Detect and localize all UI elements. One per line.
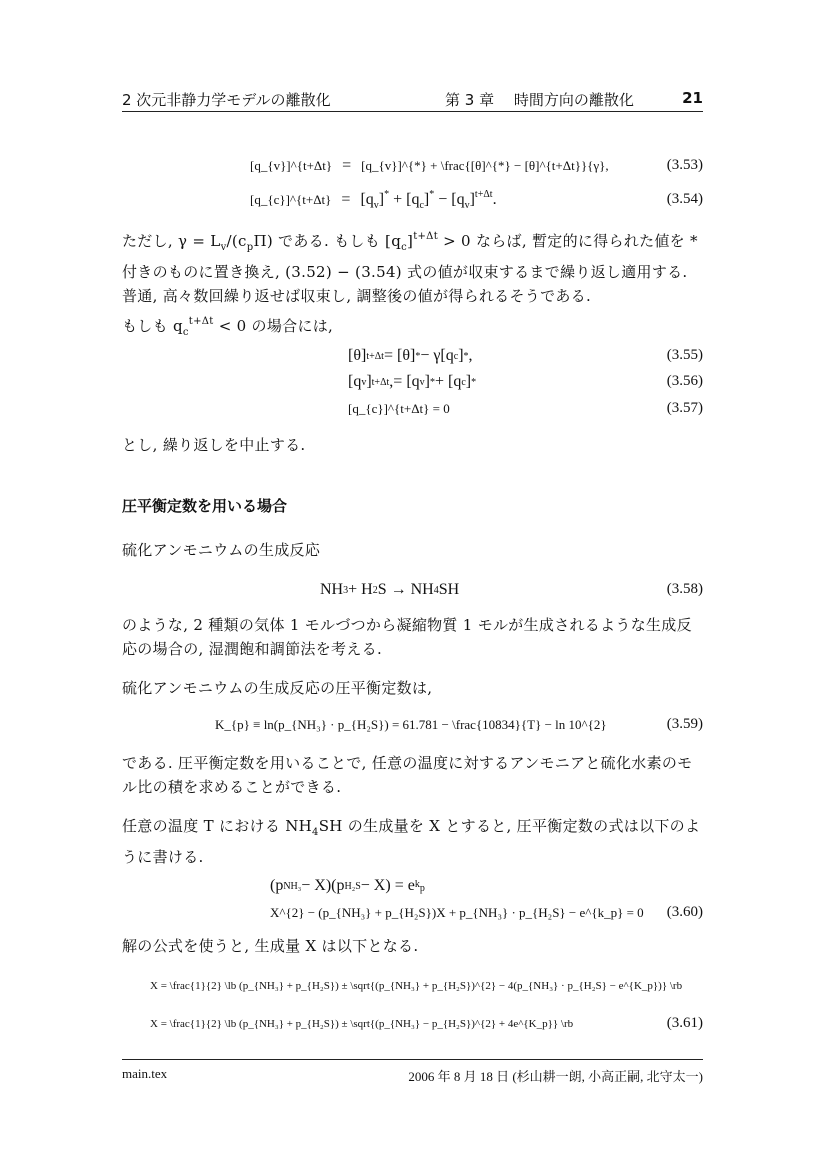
equation-3-56: [q v ] t+Δt ,= [q v ] * + [q c ] *: [348, 373, 477, 390]
header-rule: [122, 111, 703, 112]
footer-rule: [122, 1059, 703, 1060]
equation-number: (3.53): [666, 157, 703, 173]
paragraph: のような, 2 種類の気体 1 モルづつから凝縮物質 1 モルが生成されるような生成反応の場合の, 湿潤飽和調節法を考える.: [122, 616, 692, 658]
equation-rhs: [q_{v}]^{*} + \frac{[θ]^{*} − [θ]^{t+Δt}}{γ},: [361, 158, 609, 173]
equation-lhs: [q_{v}]^{t+Δt}: [250, 158, 333, 173]
paragraph: 解の公式を使うと, 生成量 X は以下となる.: [122, 937, 419, 955]
equation-number: (3.59): [666, 716, 703, 732]
equation-3-55: [θ] t+Δt = [θ] * − γ[q c ] * ,: [348, 347, 473, 364]
equation-3-53: [250, 155, 609, 177]
header-chapter-title: 第 3 章 時間方向の離散化: [445, 91, 634, 109]
equation-3-61-line1: X = \frac{1}{2} \lb (p_{NH₃} + p_{H₂S}) ± \sqrt{(p_{NH₃} + p_{H₂S})^{2} − 4(p_{NH₃} · p_{H₂S} − e^{K_p})} \rb: [150, 980, 683, 992]
footer-date-authors: 2006 年 8 月 18 日 (杉山耕一朗, 小高正嗣, 北守太一): [408, 1069, 703, 1084]
equation-number: (3.58): [666, 581, 703, 597]
equation-number: (3.57): [666, 400, 703, 416]
equation-3-60-line1: (p NH₃ − X)(p H₂S − X) = e $k_p$: [270, 877, 425, 894]
equation-relation: =: [342, 157, 352, 174]
equation-3-58: NH 3 + H 2 S → NH 4 SH: [320, 581, 460, 598]
footer-filename: main.tex: [122, 1066, 168, 1081]
equation-number: (3.60): [666, 904, 703, 920]
equation-3-57: [q_{c}]^{t+Δt} = 0: [348, 401, 450, 416]
paragraph: である. 圧平衡定数を用いることで, 任意の温度に対するアンモニアと硫化水素のモル比の積を求めることができる.: [122, 754, 693, 796]
equation-3-60-line2: X^{2} − (p_{NH₃} + p_{H₂S})X + p_{NH₃} · p_{H₂S} − e^{k_p} = 0: [270, 905, 644, 920]
equation-number: (3.54): [666, 191, 703, 207]
paragraph: もしも $q_c^{t+\Delta t} < 0$ の場合には,: [122, 316, 334, 338]
section-heading: 圧平衡定数を用いる場合: [122, 497, 288, 515]
equation-number: (3.55): [666, 347, 703, 363]
equation-3-61-line2: X = \frac{1}{2} \lb (p_{NH₃} + p_{H₂S}) ± \sqrt{(p_{NH₃} − p_{H₂S})^{2} + 4e^{K_p}} \rb: [150, 1018, 574, 1030]
equation-lhs: [q_{c}]^{t+Δt}: [250, 192, 332, 207]
header-section-title: 2 次元非静力学モデルの離散化: [122, 91, 331, 109]
paragraph: ただし, $\gamma = L_v/(c_p\Pi)$ である. もしも $[q_c]^{t+\Delta t} > 0$ ならば, 暫定的に得られた値を * 付きのものに置き換え, (3.52) − (3.54) 式の値が収束するまで繰り返し適用する. 普通, 高々数回繰り返せば収束し, 調整後の値が得られるそうである.: [122, 231, 698, 305]
equation-relation: =: [341, 191, 351, 208]
paragraph: 硫化アンモニウムの生成反応の圧平衡定数は,: [122, 679, 433, 697]
equation-rhs: $[q_v]^* + [q_c]^* - [q_v]^{t+\Delta t}$.: [360, 189, 497, 211]
equation-3-59: K_{p} ≡ ln(p_{NH₃} · p_{H₂S}) = 61.781 − \frac{10834}{T} − ln 10^{2}: [215, 717, 607, 732]
page-number: 21: [682, 89, 703, 107]
equation-number: (3.61): [666, 1015, 703, 1031]
equation-3-54: [250, 189, 497, 211]
paragraph: とし, 繰り返しを中止する.: [122, 436, 306, 454]
paragraph: 硫化アンモニウムの生成反応: [122, 541, 321, 559]
paragraph: 任意の温度 T における $NH_4SH$ の生成量を X とすると, 圧平衡定数の式は以下のように書ける.: [122, 817, 701, 866]
equation-number: (3.56): [666, 373, 703, 389]
